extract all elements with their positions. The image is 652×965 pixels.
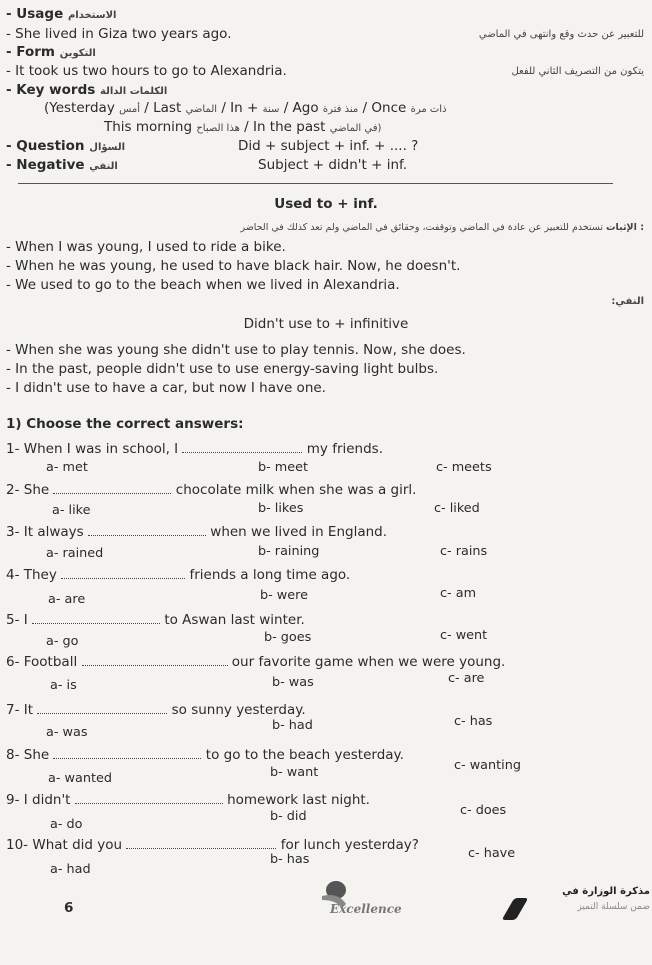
question-2: 2- She chocolate milk when she was a girl. <box>6 482 417 498</box>
q6-option-c[interactable]: c- are <box>448 671 485 686</box>
negative-label: - Negative النفي <box>6 157 118 173</box>
q7-option-c[interactable]: c- has <box>454 714 493 729</box>
q8-option-c[interactable]: c- wanting <box>454 758 521 773</box>
q5-option-a[interactable]: a- go <box>46 634 79 649</box>
q8-option-a[interactable]: a- wanted <box>48 771 112 786</box>
q4-option-c[interactable]: c- am <box>440 586 477 601</box>
answer-blank-5[interactable] <box>32 613 160 624</box>
q6-option-a[interactable]: a- is <box>50 678 77 693</box>
q3-option-c[interactable]: c- rains <box>440 544 488 559</box>
q5-option-b[interactable]: b- goes <box>264 630 312 645</box>
answer-blank-10[interactable] <box>126 838 276 849</box>
q1-option-b[interactable]: b- meet <box>258 460 309 475</box>
usage-example: - She lived in Giza two years ago. <box>6 26 232 42</box>
logo-text: Excellence <box>330 902 402 916</box>
q7-option-b[interactable]: b- had <box>272 718 313 733</box>
answer-blank-9[interactable] <box>75 793 223 804</box>
q1-option-a[interactable]: a- met <box>46 460 88 475</box>
exercise-title: 1) Choose the correct answers: <box>6 416 244 432</box>
form-ar-note: يتكون من التصريف الثاني للفعل <box>511 66 644 77</box>
negative-ar-label: النفي: <box>611 296 644 307</box>
q8-option-b[interactable]: b- want <box>270 765 319 780</box>
question-formula: Did + subject + inf. + .... ? <box>238 138 419 154</box>
q9-option-c[interactable]: c- does <box>460 803 507 818</box>
answer-blank-7[interactable] <box>37 703 167 714</box>
excellence-logo <box>308 878 438 922</box>
q9-option-b[interactable]: b- did <box>270 809 307 824</box>
question-10: 10- What did you for lunch yesterday? <box>6 837 419 853</box>
q2-option-b[interactable]: b- likes <box>258 501 304 516</box>
q9-option-a[interactable]: a- do <box>50 817 83 832</box>
page-number: 6 <box>64 900 74 916</box>
answer-blank-6[interactable] <box>82 655 228 666</box>
didnt-use-to-example-1: - When she was young she didn't use to play tennis. Now, she does. <box>6 342 466 358</box>
answer-blank-1[interactable] <box>182 442 302 453</box>
question-9: 9- I didn't homework last night. <box>6 792 370 808</box>
q6-option-b[interactable]: b- was <box>272 675 314 690</box>
key-words-label: - Key words الكلمات الدالة <box>6 82 168 98</box>
answer-blank-4[interactable] <box>61 568 185 579</box>
answer-blank-3[interactable] <box>88 525 206 536</box>
didnt-use-to-example-2: - In the past, people didn't use to use energy-saving light bulbs. <box>6 361 439 377</box>
q10-option-c[interactable]: c- have <box>468 846 516 861</box>
q4-option-b[interactable]: b- were <box>260 588 309 603</box>
answer-blank-8[interactable] <box>53 748 201 759</box>
q7-option-a[interactable]: a- was <box>46 725 88 740</box>
usage-ar-note: للتعبير عن حدث وقع وانتهى في الماضي <box>478 29 644 40</box>
question-8: 8- She to go to the beach yesterday. <box>6 747 404 763</box>
question-6: 6- Football our favorite game when we were young. <box>6 654 506 670</box>
negative-formula: Subject + didn't + inf. <box>258 157 408 173</box>
question-3: 3- It always when we lived in England. <box>6 524 388 540</box>
form-example: - It took us two hours to go to Alexandria. <box>6 63 287 79</box>
key-words-line-1: (Yesterday أمس / Last الماضي / In + سنة / Ago منذ فترة / Once ذات مرة <box>44 100 447 116</box>
used-to-example-3: - We used to go to the beach when we lived in Alexandria. <box>6 277 400 293</box>
q10-option-b[interactable]: b- has <box>270 852 310 867</box>
section-divider <box>18 183 613 184</box>
brand-ar-line-1: مذكرة الوزارة في <box>562 886 650 897</box>
question-4: 4- They friends a long time ago. <box>6 567 351 583</box>
form-label: - Form التكوين <box>6 44 96 60</box>
used-to-title: Used to + inf. <box>274 196 378 212</box>
brand-ar-line-2: ضمن سلسلة التميز <box>577 902 650 912</box>
didnt-use-to-title: Didn't use to + infinitive <box>243 316 409 332</box>
used-to-example-1: - When I was young, I used to ride a bike. <box>6 239 286 255</box>
q3-option-a[interactable]: a- rained <box>46 546 104 561</box>
didnt-use-to-example-3: - I didn't use to have a car, but now I have one. <box>6 380 326 396</box>
answer-blank-2[interactable] <box>53 483 171 494</box>
q2-option-c[interactable]: c- liked <box>434 501 480 516</box>
question-1: 1- When I was in school, I my friends. <box>6 441 384 457</box>
brand-slash-mark <box>508 898 522 924</box>
key-words-line-2: This morning هذا الصباح / In the past في الماضي) <box>104 119 382 135</box>
q2-option-a[interactable]: a- like <box>52 503 91 518</box>
used-to-example-2: - When he was young, he used to have black hair. Now, he doesn't. <box>6 258 461 274</box>
question-7: 7- It so sunny yesterday. <box>6 702 306 718</box>
q5-option-c[interactable]: c- went <box>440 628 488 643</box>
usage-label: - Usage الاستخدام <box>6 6 117 22</box>
q3-option-b[interactable]: b- raining <box>258 544 320 559</box>
q10-option-a[interactable]: a- had <box>50 862 91 877</box>
q1-option-c[interactable]: c- meets <box>436 460 492 475</box>
q4-option-a[interactable]: a- are <box>48 592 86 607</box>
slash-mark-icon <box>502 898 529 920</box>
used-to-ar-intro: : الإثبات تستخدم للتعبير عن عادة في الماضي وتوقفت، وحقائق في الماضي ولم تعد كذلك في الحاضر <box>240 222 644 233</box>
question-label: - Question السؤال <box>6 138 125 154</box>
question-5: 5- I to Aswan last winter. <box>6 612 305 628</box>
